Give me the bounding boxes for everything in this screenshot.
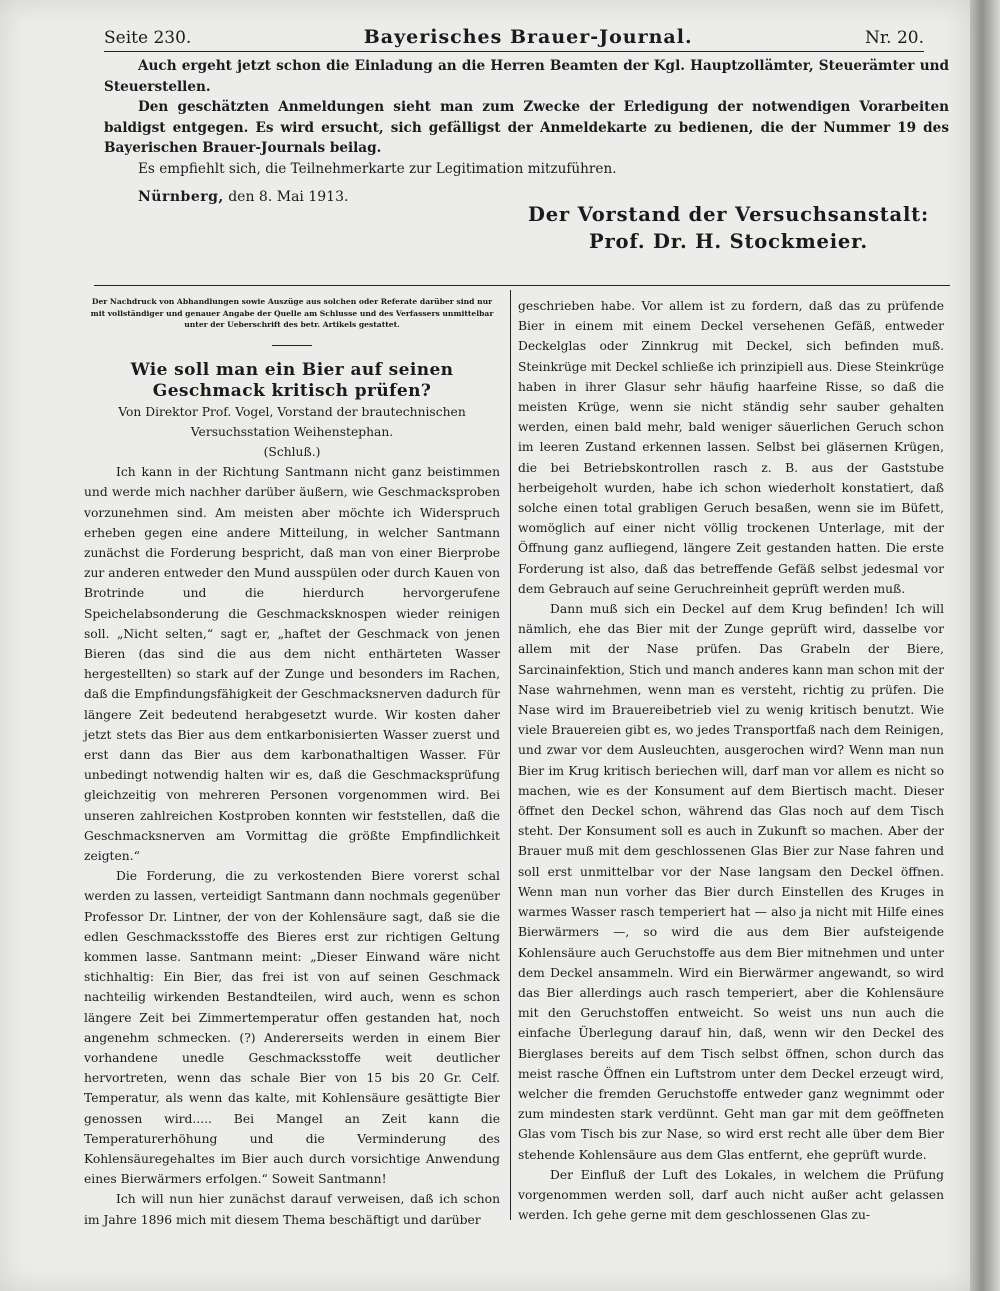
column-divider <box>510 290 511 1220</box>
paragraph: Ich will nun hier zunächst darauf verweisen, daß ich schon im Jahre 1896 mich mit diesem Thema beschäftigt und darüber <box>84 1192 500 1227</box>
announcement-participant-card: Es empfiehlt sich, die Teilnehmerkarte zur Legitimation mitzuführen. <box>138 160 617 177</box>
issue-number: Nr. 20. <box>865 28 924 48</box>
article-column-left <box>84 296 500 1230</box>
page-header <box>104 18 924 52</box>
announcement-invitation: Auch ergeht jetzt schon die Einladung an die Herren Beamten der Kgl. Hauptzollämter, Steuerämter und Steuerstellen. <box>104 58 949 95</box>
page-number: Seite 230. <box>104 28 192 48</box>
article-conclusion-marker: (Schluß.) <box>263 444 321 459</box>
announcement-registration: Den geschätzten Anmeldungen sieht man zum Zwecke der Erledigung der notwendigen Vorarbeiten baldigst entgegen. Es wird ersucht, sich gefälligst der Anmeldekarte zu bedienen, die der Nummer 19 des Bayerischen Brauer-Journals beilag. <box>104 99 949 156</box>
section-divider <box>94 285 950 286</box>
paragraph: Dann muß sich ein Deckel auf dem Krug befinden! Ich will nämlich, ehe das Bier mit der Zunge geprüft wird, dasselbe vor allem mit der Nase prüfen. Das Grabeln der Biere, Sarcinainfektion, Stich und manch anderes kann man schon mit der Nase wahrnehmen, wenn man es versteht, richtig zu prüfen. Die Nase wird im Brauereibetrieb viel zu wenig kritisch benutzt. Wie viele Brauereien gibt es, wo jedes Transportfaß nach dem Reinigen, und zwar vor dem Ausleuchten, ausgerochen wird? Wenn man nun Bier im Krug kritisch beriechen will, darf man vor allem es nicht so machen, wie es der Konsument auf dem Biertisch macht. Dieser öffnet den Deckel schon, während das Glas noch auf dem Tisch steht. Der Konsument soll es auch in Zukunft so machen. Aber der Brauer muß mit dem geschlossenen Glas Bier zur Nase fahren und soll erst unmittelbar vor der Nase langsam den Deckel öffnen. Wenn man nun vorher das Bier durch Einstellen des Kruges in warmes Wasser rasch temperiert hat — also ja nicht mit Hilfe eines Bierwärmers —, so wird die aus dem Bier aufsteigende Kohlensäure auch Geruchstoffe aus dem Bier mitnehmen und unter dem Deckel ansammeln. Wird ein Bierwärmer angewandt, so wird das Bier allerdings auch rasch temperiert, aber die Kohlensäure mit den Geruchstoffen entweicht. So weist uns nun auch die einfache Überlegung darauf hin, daß, wenn wir den Deckel des Bierglases bereits auf dem Tisch selbst öffnen, schon durch das meist rasche Öffnen ein Luftstrom unter dem Deckel erzeugt wird, welcher die fremden Geruchstoffe entweder ganz wegnimmt oder zum mindesten stark verdünnt. Geht man gar mit dem geöffneten Glas vom Tisch bis zur Nase, so wird erst recht alle über dem Bier stehende Kohlensäure aus dem Glas entfernt, ehe geprüft wurde. <box>518 602 944 1162</box>
article-title: Wie soll man ein Bier auf seinen Geschmack kritisch prüfen? <box>130 359 454 401</box>
place-name: Nürnberg, <box>138 189 224 205</box>
paragraph: Ich kann in der Richtung Santmann nicht ganz beistimmen und werde mich nachher darüber äußern, wie Geschmacksproben vorzunehmen sind. Am meisten aber möchte ich Widerspruch erheben gegen eine andere Mitteilung, in welcher Santmann zunächst die Forderung bespricht, daß man von einer Bierprobe zur anderen entweder den Mund ausspülen oder durch Kauen von Brotrinde und die hierdurch hervorgerufene Speichelabsonderung die Geschmacksknospen wieder reinigen soll. „Nicht selten,“ sagt er, „haftet der Geschmack von jenen Bieren (das sind die aus dem nicht enthärteten Wasser hergestellten) so stark auf der Zunge und besonders im Rachen, daß die Empfindungsfähigkeit der Geschmacksnerven dadurch für längere Zeit bedeutend herabgesetzt wurde. Wir kosten daher jetzt stets das Bier aus dem entkarbonisierten Wasser zuerst und erst dann das Bier aus dem karbonathaltigen Wasser. Für unbedingt notwendig halten wir es, daß die Geschmacksprüfung gleichzeitig von mehreren Personen vorgenommen wird. Bei unseren zahlreichen Kostproben konnten wir feststellen, daß die Geschmacksnerven am Vormittag die größte Empfindlichkeit zeigten.“ <box>84 465 500 863</box>
board-title: Der Vorstand der Versuchsanstalt: <box>528 203 929 226</box>
paragraph: geschrieben habe. Vor allem ist zu fordern, daß das zu prüfende Bier in einem mit einem Deckel versehenen Gefäß, entweder Deckelglas oder Zinnkrug mit Deckel, sich befinden muß. Steinkrüge mit Deckel schließe ich prinzipiell aus. Diese Steinkrüge haben in ihrer Glasur sehr häufig haarfeine Risse, so daß die meisten Krüge, wenn sie nicht ständig sehr sauber gehalten werden, einen bald mehr, bald weniger säuerlichen Geruch schon im leeren Zustand erkennen lassen. Selbst bei gläsernen Krügen, die bei Betriebskontrollen rasch z. B. aus der Gaststube herbeigeholt wurden, habe ich schon wiederholt konstatiert, daß solche einen total grabligen Geruch besaßen, wenn sie im Büfett, womöglich auf einer nicht völlig trockenen Unterlage, mit der Öffnung ganz aufliegend, längere Zeit gestanden hatten. Die erste Forderung ist also, daß das betreffende Gefäß selbst jedesmal vor dem Gebrauch auf seine Geruchreinheit geprüft werden muß. <box>518 299 944 596</box>
board-signatory: Prof. Dr. H. Stockmeier. <box>589 230 868 253</box>
title-rule <box>272 345 312 346</box>
paragraph: Die Forderung, die zu verkostenden Biere vorerst schal werden zu lassen, verteidigt Santmann dann nochmals gegenüber Professor Dr. Lintner, der von der Kohlensäure sagt, daß sie die edlen Geschmacksstoffe des Bieres erst zur richtigen Geltung kommen lasse. Santmann meint: „Dieser Einwand wäre nicht stichhaltig: Ein Bier, das frei ist von auf seinen Geschmack nachteilig wirkenden Bestandteilen, wird auch, wenn es schon längere Zeit bei Zimmertemperatur offen gestanden hat, noch angenehm schmecken. (?) Andererseits werden in einem Bier vorhandene unedle Geschmacksstoffe weit deutlicher hervortreten, wenn das schale Bier von 15 bis 20 Gr. Celf. Temperatur, als wenn das kalte, mit Kohlensäure gesättigte Bier genossen wird..... Bei Mangel an Zeit kann die Temperaturerhöhung und die Verminderung des Kohlensäuregehaltes im Bier auch durch vorsichtige Anwendung eines Bierwärmers erfolgen.“ Soweit Santmann! <box>84 869 500 1187</box>
board-signature <box>528 201 929 255</box>
signature-row <box>104 187 949 257</box>
journal-title: Bayerisches Brauer-Journal. <box>363 26 693 48</box>
article-column-right <box>518 296 944 1225</box>
book-spine <box>970 0 1000 1291</box>
article-byline: Von Direktor Prof. Vogel, Vorstand der brautechnischen Versuchsstation Weihenstephan. <box>118 404 466 439</box>
paragraph: Der Einfluß der Luft des Lokales, in welchem die Prüfung vorgenommen werden soll, darf auch nicht außer acht gelassen werden. Ich gehe gerne mit dem geschlossenen Glas zu- <box>518 1167 944 1223</box>
place-date <box>138 187 348 208</box>
date-text: den 8. Mai 1913. <box>228 189 349 205</box>
announcement-block <box>104 56 949 257</box>
reprint-notice: Der Nachdruck von Abhandlungen sowie Auszüge aus solchen oder Referate darüber sind nur mit vollständiger und genauer Angabe der Quelle am Schlusse und des Verfassers unmittelbar unter der Ueberschrift des betr. Artikels gestattet. <box>90 297 494 329</box>
